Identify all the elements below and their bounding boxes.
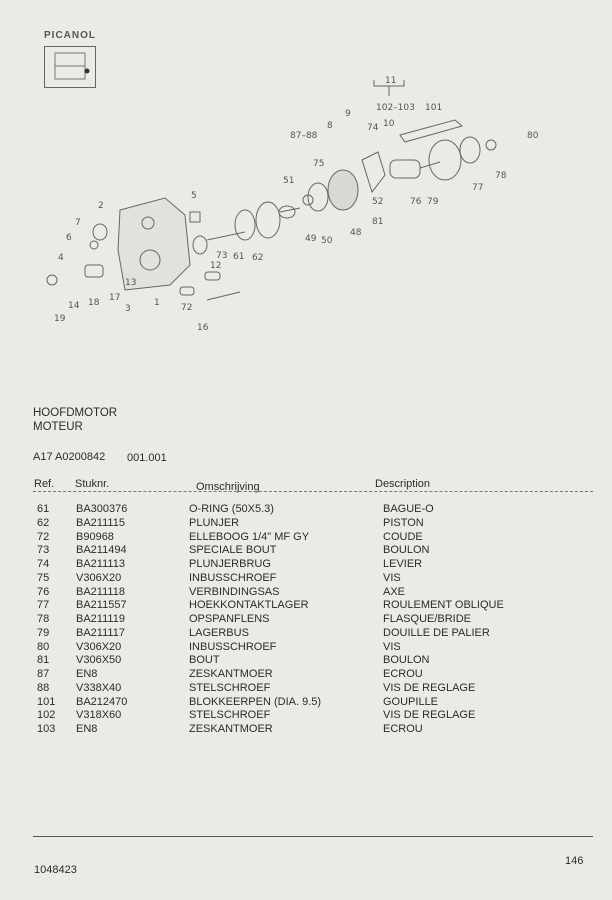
- table-row: [0, 627, 612, 641]
- header-omschrijving: Omschrijving: [196, 481, 260, 493]
- callout: 72: [181, 303, 193, 313]
- cell-omschrijving: VERBINDINGSAS: [189, 585, 280, 598]
- cell-ref: 102: [37, 709, 56, 722]
- cell-omschrijving: STELSCHROEF: [189, 709, 271, 722]
- callout: 12: [210, 261, 222, 271]
- cell-ref: 77: [37, 599, 50, 612]
- header-description: Description: [375, 478, 431, 490]
- cell-part-number: BA211119: [76, 613, 125, 625]
- table-row: [0, 599, 612, 613]
- callout: 3: [125, 304, 131, 314]
- table-row: [0, 544, 612, 558]
- cell-ref: 73: [37, 544, 50, 557]
- cell-part-number: BA211118: [76, 585, 125, 598]
- section-title-dutch: HOOFDMOTOR: [33, 407, 118, 419]
- cell-omschrijving: INBUSSCHROEF: [189, 571, 277, 584]
- cell-ref: 103: [37, 723, 56, 735]
- table-row: [0, 503, 612, 517]
- table-row: [0, 641, 612, 655]
- table-row: [0, 723, 612, 737]
- table-row: [0, 558, 612, 572]
- cell-ref: 62: [37, 516, 50, 529]
- table-row: [0, 572, 612, 586]
- cell-description: ROULEMENT OBLIQUE: [383, 599, 504, 612]
- cell-ref: 75: [37, 571, 50, 584]
- table-row: [0, 668, 612, 682]
- callout: 79: [427, 197, 439, 207]
- document-number: 1048423: [34, 864, 77, 876]
- callout: 11: [385, 76, 397, 86]
- cell-ref: 101: [37, 695, 56, 708]
- assembly-code: A17 A0200842: [33, 451, 106, 463]
- cell-description: VIS DE REGLAGE: [383, 681, 476, 694]
- callout: 16: [197, 323, 209, 333]
- callout: 76: [410, 197, 422, 207]
- cell-description: ECROU: [383, 668, 423, 680]
- section-title-french: MOTEUR: [33, 421, 83, 433]
- cell-omschrijving: PLUNJER: [189, 516, 240, 529]
- cell-ref: 80: [37, 640, 50, 653]
- table-row: [0, 531, 612, 545]
- callout: 77: [472, 183, 484, 193]
- cell-omschrijving: ZESKANTMOER: [189, 723, 273, 735]
- callout: 78: [495, 171, 507, 181]
- cell-omschrijving: ELLEBOOG 1/4" MF GY: [189, 530, 310, 543]
- callout: 102–103: [376, 103, 415, 113]
- cell-part-number: BA211494: [76, 544, 127, 557]
- callout: 73: [216, 251, 228, 261]
- cell-description: BAGUE-O: [383, 503, 434, 515]
- cell-ref: 78: [37, 613, 50, 625]
- callout: 2: [98, 201, 104, 211]
- cell-description: FLASQUE/BRIDE: [383, 613, 472, 625]
- cell-ref: 88: [37, 681, 50, 694]
- cell-ref: 79: [37, 626, 50, 639]
- cell-description: BOULON: [383, 544, 430, 557]
- cell-omschrijving: LAGERBUS: [189, 626, 249, 639]
- table-row: [0, 654, 612, 668]
- callout: 51: [283, 176, 295, 186]
- callout: 7: [75, 218, 81, 228]
- cell-omschrijving: INBUSSCHROEF: [189, 640, 277, 653]
- cell-part-number: B90968: [76, 530, 114, 543]
- picanol-logo: PICANOL: [44, 30, 96, 41]
- cell-omschrijving: BLOKKEERPEN (DIA. 9.5): [189, 695, 322, 708]
- cell-part-number: BA211113: [76, 558, 125, 570]
- callout: 80: [527, 131, 539, 141]
- table-row: [0, 696, 612, 710]
- table-row: [0, 682, 612, 696]
- callout: 10: [383, 119, 395, 129]
- cell-ref: 76: [37, 585, 50, 598]
- cell-part-number: BA212470: [76, 695, 128, 708]
- table-row: [0, 613, 612, 627]
- callout: 87–88: [290, 131, 318, 141]
- assembly-version: 001.001: [127, 452, 167, 464]
- table-row: [0, 586, 612, 600]
- header-divider: [33, 491, 593, 492]
- cell-description: GOUPILLE: [383, 695, 439, 708]
- cell-description: COUDE: [383, 530, 423, 543]
- cell-part-number: BA211557: [76, 599, 127, 612]
- cell-ref: 72: [37, 530, 50, 543]
- cell-part-number: EN8: [76, 723, 98, 735]
- table-row: [0, 517, 612, 531]
- cell-omschrijving: ZESKANTMOER: [189, 668, 273, 680]
- callout: 14: [68, 301, 80, 311]
- callout: 75: [313, 159, 325, 169]
- callout: 8: [327, 121, 333, 131]
- cell-omschrijving: SPECIALE BOUT: [189, 544, 277, 557]
- callout: 61: [233, 252, 245, 262]
- cell-part-number: V306X20: [76, 640, 122, 653]
- callout: 74: [367, 123, 379, 133]
- cell-ref: 81: [37, 654, 50, 667]
- cell-description: DOUILLE DE PALIER: [383, 626, 490, 639]
- cell-part-number: V306X20: [76, 571, 122, 584]
- cell-part-number: V306X50: [76, 654, 122, 667]
- cell-description: VIS: [383, 640, 401, 653]
- callout: 6: [66, 233, 72, 243]
- table-row: [0, 709, 612, 723]
- cell-part-number: V338X40: [76, 681, 122, 694]
- callout: 49: [305, 234, 317, 244]
- header-ref: Ref.: [34, 478, 55, 490]
- cell-omschrijving: OPSPANFLENS: [189, 613, 270, 625]
- header-stuknr: Stuknr.: [75, 478, 110, 490]
- callout: 19: [54, 314, 66, 324]
- callout: 9: [345, 109, 351, 119]
- callout: 62: [252, 253, 264, 263]
- cell-description: LEVIER: [383, 558, 423, 570]
- cell-part-number: EN8: [76, 668, 98, 680]
- callout: 17: [109, 293, 121, 303]
- cell-description: PISTON: [383, 516, 424, 529]
- cell-ref: 61: [37, 503, 50, 515]
- callout: 48: [350, 228, 362, 238]
- cell-part-number: BA211117: [76, 626, 125, 639]
- callout: 18: [88, 298, 100, 308]
- cell-description: VIS: [383, 571, 401, 584]
- callout: 81: [372, 217, 384, 227]
- cell-omschrijving: PLUNJERBRUG: [189, 558, 271, 570]
- cell-part-number: BA300376: [76, 503, 128, 515]
- cell-description: VIS DE REGLAGE: [383, 709, 476, 722]
- callout: 13: [125, 278, 137, 288]
- cell-description: BOULON: [383, 654, 430, 667]
- cell-ref: 87: [37, 668, 50, 680]
- cell-part-number: V318X60: [76, 709, 122, 722]
- footer-divider: [33, 836, 593, 837]
- cell-description: ECROU: [383, 723, 423, 735]
- exploded-parts-diagram: [0, 0, 612, 340]
- cell-omschrijving: BOUT: [189, 654, 220, 667]
- callout: 101: [425, 103, 443, 113]
- page-number: 146: [565, 855, 584, 867]
- callout: 5: [191, 191, 197, 201]
- cell-omschrijving: O-RING (50X5.3): [189, 503, 274, 515]
- callout: 50: [321, 236, 333, 246]
- callout: 4: [58, 253, 64, 263]
- cell-omschrijving: STELSCHROEF: [189, 681, 271, 694]
- cell-ref: 74: [37, 558, 50, 570]
- cell-omschrijving: HOEKKONTAKTLAGER: [189, 599, 309, 612]
- callout: 1: [154, 298, 160, 308]
- cell-part-number: BA211115: [76, 516, 125, 529]
- cell-description: AXE: [383, 585, 406, 598]
- callout: 52: [372, 197, 384, 207]
